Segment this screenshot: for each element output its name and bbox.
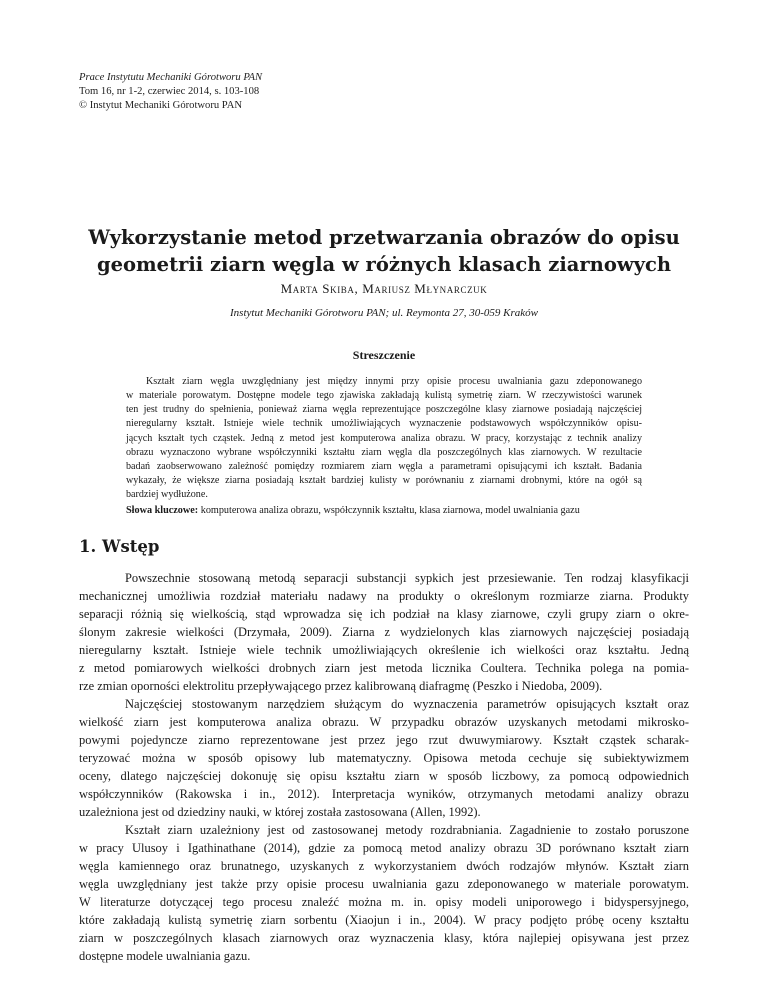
abstract-line: w materiale porowatym. Dostępne modele tego zjawiska zakładają kulistą symetrię ziarn. W rzeczywistości warunek [126, 390, 642, 402]
abstract-line: wykazały, że większe ziarna posiadają kształt bardziej kulisty w porównaniu z ziarnami drobnymi, które na ogół są [126, 475, 642, 487]
body-line: z metod pomiarowych wielkości drobnych ziarn jest metoda licznika Coultera. Technika polega na pomia- [79, 661, 689, 675]
abstract-line: ten jest trudny do spełnienia, ponieważ ziarna węgla reprezentujące poszczególne klasy ziarnowe posiadają najczęściej [126, 404, 642, 416]
journal-name: Prace Instytutu Mechaniki Górotworu PAN [79, 72, 263, 83]
section-body [79, 569, 689, 965]
body-line: ślonym zakresie wielkości (Drzymała, 2009). Ziarna z wydzielonych klas ziarnowych najczęściej posiadają [79, 625, 689, 639]
body-line: ziarn w poszczególnych klasach ziarnowych oraz wyznaczenia klasy, która najlepiej opisywana jest przez [79, 931, 689, 945]
journal-issue: Tom 16, nr 1-2, czerwiec 2014, s. 103-108 [79, 86, 260, 97]
affiliation: Instytut Mechaniki Górotworu PAN; ul. Reymonta 27, 30-059 Kraków [230, 307, 538, 319]
body-line: w pracy Ulusoy i Igathinathane (2014), gdzie za pomocą metod analizy obrazu 3D porównano kształt ziarn [79, 841, 689, 855]
abstract-line: obrazu wyznaczono wybrane współczynniki kształtu ziarn węgla dla poszczególnych klas ziarnowych. W rezultacie [126, 446, 642, 458]
keywords [126, 505, 642, 516]
body-line: które zakładają kulistą symetrię ziarn sorbentu (Xiaojun i in., 2004). W pracy podjęto próbę oceny kształtu [79, 913, 689, 927]
body-line: współczynników (Rakowska i in., 2012). Interpretacja wyników, otrzymanych metodami analizy obrazu [79, 787, 689, 801]
journal-copyright: © Instytut Mechaniki Górotworu PAN [79, 100, 243, 111]
body-line: Najczęściej stostowanym narzędziem służącym do wyznaczenia parametrów opisujących kształt oraz [125, 697, 689, 711]
body-line: Kształt ziarn uzależniony jest od zastosowanej metody rozdrabniania. Zagadnienie to zostało poruszone [125, 823, 689, 837]
paper-title [80, 224, 688, 278]
body-line: separacji różnią się wielkością, stąd wprowadza się ich podział na klasy ziarnowe, czyli grupy ziarn o okre- [79, 607, 689, 621]
keywords-label: Słowa kluczowe: [126, 505, 199, 516]
abstract-text [126, 375, 642, 502]
body-line: uzależniona jest od dziedziny nauki, w której została zastosowana (Allen, 1992). [79, 805, 481, 819]
abstract-heading: Streszczenie [352, 348, 416, 362]
body-line: węgla kamiennego oraz brunatnego, uzyskanych z wykorzystaniem dwóch rodzajów młynów. Kształt ziarn [79, 859, 689, 873]
section-heading: 1. Wstęp [79, 537, 160, 556]
body-line: W literaturze dotyczącej tego procesu znaleźć można m. in. opisy modeli uniporowego i bidyspersyjnego, [79, 895, 689, 909]
body-line: wielkość ziarn jest komputerowa analiza obrazu. W przypadku obrazów uzyskanych metodami mikrosko- [79, 715, 689, 729]
abstract-line: bardziej wydłużone. [126, 489, 208, 501]
body-line: nieregularny kształt. Istnieje wiele technik umożliwiających określenie ich wielkości oraz kształtu. Jedną [79, 643, 689, 657]
body-line: mechanicznej umożliwia rozdział materiału nadawy na produkty o określonym rozmiarze ziarna. Produkty [79, 589, 689, 603]
title-line: Wykorzystanie metod przetwarzania obrazów do opisu [88, 226, 680, 249]
body-line: oceny, dlatego najczęściej dokonuję się opisu kształtu ziarn w sposób liczbowy, za pomocą odpowiednich [79, 769, 689, 783]
body-line: dostępne modele uwalniania gazu. [79, 949, 251, 963]
body-line: powymi pojedyncze ziarno reprezentowane jest przez jego rzut dwuwymiarowy. Kształt cząstek scharak- [79, 733, 689, 747]
authors: Marta Skiba, Mariusz Młynarczuk [280, 281, 488, 296]
abstract-line: jących kształt tych cząstek. Jedną z metod jest komputerowa analiza obrazu. W pracy, korzystając z technik analizy [126, 432, 642, 444]
abstract-line: nieregularny kształt. Istnieje wiele technik umożliwiających wyznaczenie podstawowych współczynników opisu- [126, 418, 642, 430]
body-line: teryzować można w sposób opisowy lub matematyczny. Opisowa metoda cechuje się subiektywizmem [79, 751, 689, 765]
keywords-text: komputerowa analiza obrazu, współczynnik kształtu, klasa ziarnowa, model uwalniania gazu [200, 505, 580, 516]
title-line: geometrii ziarn węgla w różnych klasach ziarnowych [96, 253, 671, 276]
abstract-line: badań zaobserwowano zależność pomiędzy rozmiarem ziarn węgla a parametrami opisującymi ich kształt. Badania [126, 460, 642, 472]
body-line: rze zmian oporności elektrolitu przepływającego przez kalibrowaną diafragmę (Peszko i Niedoba, 2009). [79, 679, 603, 693]
body-line: węgla uwzględniany jest także przy opisie procesu uwalniania gazu zdeponowanego w materiale porowatym. [79, 877, 689, 891]
abstract-line: Kształt ziarn węgla uwzględniany jest między innymi przy opisie procesu uwalniania gazu zdeponowanego [146, 376, 642, 387]
body-line: Powszechnie stosowaną metodą separacji substancji sypkich jest przesiewanie. Ten rodzaj klasyfikacji [125, 571, 689, 585]
journal-header [79, 71, 262, 113]
